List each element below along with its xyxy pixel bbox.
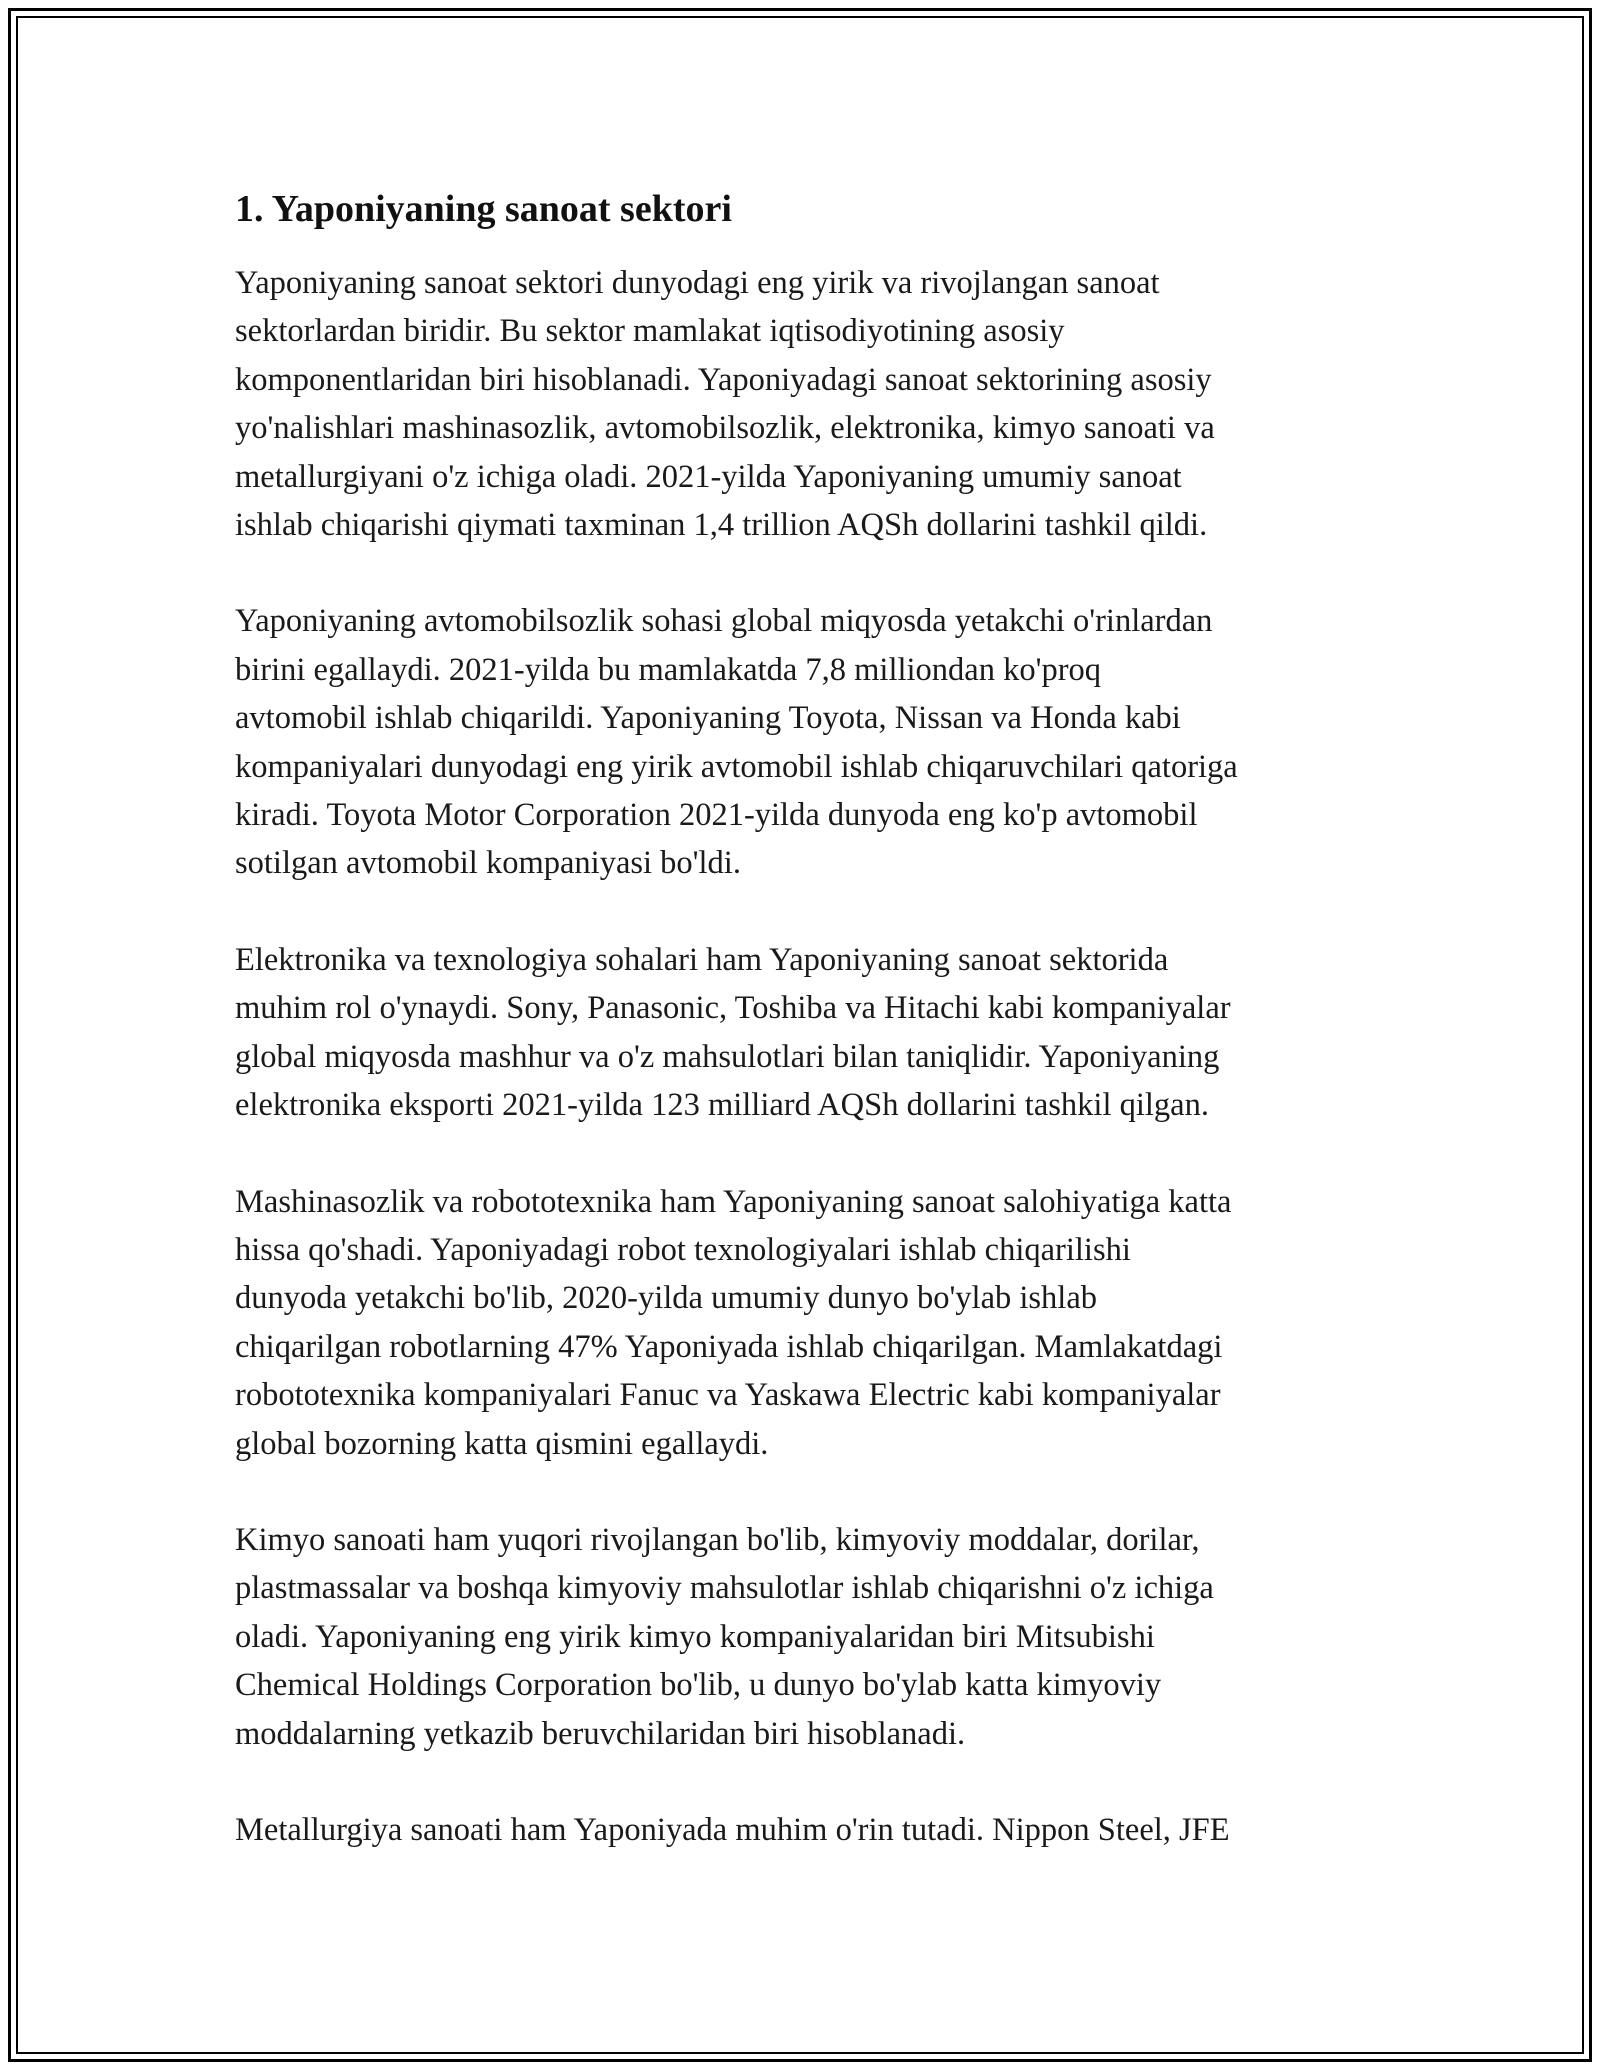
text-line: metallurgiyani o'z ichiga oladi. 2021-yilda Yaponiyaning umumiy sanoat [235,458,1182,495]
paragraph-robotics [235,1178,1395,1468]
text-line: Mashinasozlik va robototexnika ham Yaponiyaning sanoat salohiyatiga katta [235,1183,1232,1220]
text-line: Kimyo sanoati ham yuqori rivojlangan bo'lib, kimyoviy moddalar, dorilar, [235,1521,1200,1558]
text-line: oladi. Yaponiyaning eng yirik kimyo kompaniyalaridan biri Mitsubishi [235,1618,1155,1655]
text-line: Metallurgiya sanoati ham Yaponiyada muhim o'rin tutadi. Nippon Steel, JFE [235,1811,1230,1848]
text-line: global bozorning katta qismini egallaydi. [235,1425,769,1462]
text-line: sotilgan avtomobil kompaniyasi bo'ldi. [235,845,741,882]
text-line: Yaponiyaning sanoat sektori dunyodagi eng yirik va rivojlangan sanoat [235,265,1160,301]
paragraph-electronics [235,936,1395,1130]
text-line: global miqyosda mashhur va o'z mahsulotlari bilan taniqlidir. Yaponiyaning [235,1038,1220,1075]
paragraph-chemical [235,1516,1395,1758]
text-line: Yaponiyaning avtomobilsozlik sohasi global miqyosda yetakchi o'rinlardan [235,603,1213,640]
text-line: hissa qo'shadi. Yaponiyadagi robot texnologiyalari ishlab chiqarilishi [235,1231,1131,1268]
text-line: chiqarilgan robotlarning 47% Yaponiyada ishlab chiqarilgan. Mamlakatdagi [235,1328,1223,1365]
text-line: Elektronika va texnologiya sohalari ham Yaponiyaning sanoat sektorida [235,941,1169,978]
text-line: elektronika eksporti 2021-yilda 123 milliard AQSh dollarini tashkil qilgan. [235,1087,1209,1124]
text-line: ishlab chiqarishi qiymati taxminan 1,4 trillion AQSh dollarini tashkil qildi. [235,507,1208,544]
text-line: yo'nalishlari mashinasozlik, avtomobilsozlik, elektronika, kimyo sanoati va [235,410,1215,447]
text-line: Chemical Holdings Corporation bo'lib, u dunyo bo'ylab katta kimyoviy [235,1667,1162,1704]
document-body [235,185,1395,1902]
text-line: plastmassalar va boshqa kimyoviy mahsulotlar ishlab chiqarishni o'z ichiga [235,1570,1214,1607]
paragraph-metallurgy [235,1806,1395,1854]
text-line: birini egallaydi. 2021-yilda bu mamlakatda 7,8 milliondan ko'proq [235,651,1102,688]
text-line: komponentlaridan biri hisoblanadi. Yaponiyadagi sanoat sektorining asosiy [235,361,1212,398]
text-line: dunyoda yetakchi bo'lib, 2020-yilda umumiy dunyo bo'ylab ishlab [235,1280,1098,1317]
text-line: kompaniyalari dunyodagi eng yirik avtomobil ishlab chiqaruvchilari qatoriga [235,748,1238,785]
paragraph-automotive [235,597,1395,887]
paragraph-overview [235,259,1395,549]
text-line: sektorlardan biridir. Bu sektor mamlakat iqtisodiyotining asosiy [235,313,1065,350]
text-line: kiradi. Toyota Motor Corporation 2021-yilda dunyoda eng ko'p avtomobil [235,797,1198,834]
text-line: moddalarning yetkazib beruvchilaridan biri hisoblanadi. [235,1715,966,1752]
text-line: robototexnika kompaniyalari Fanuc va Yaskawa Electric kabi kompaniyalar [235,1377,1221,1414]
text-line: muhim rol o'ynaydi. Sony, Panasonic, Toshiba va Hitachi kabi kompaniyalar [235,990,1231,1027]
section-title: 1. Yaponiyaning sanoat sektori [235,188,732,230]
text-line: avtomobil ishlab chiqarildi. Yaponiyaning Toyota, Nissan va Honda kabi [235,700,1181,737]
